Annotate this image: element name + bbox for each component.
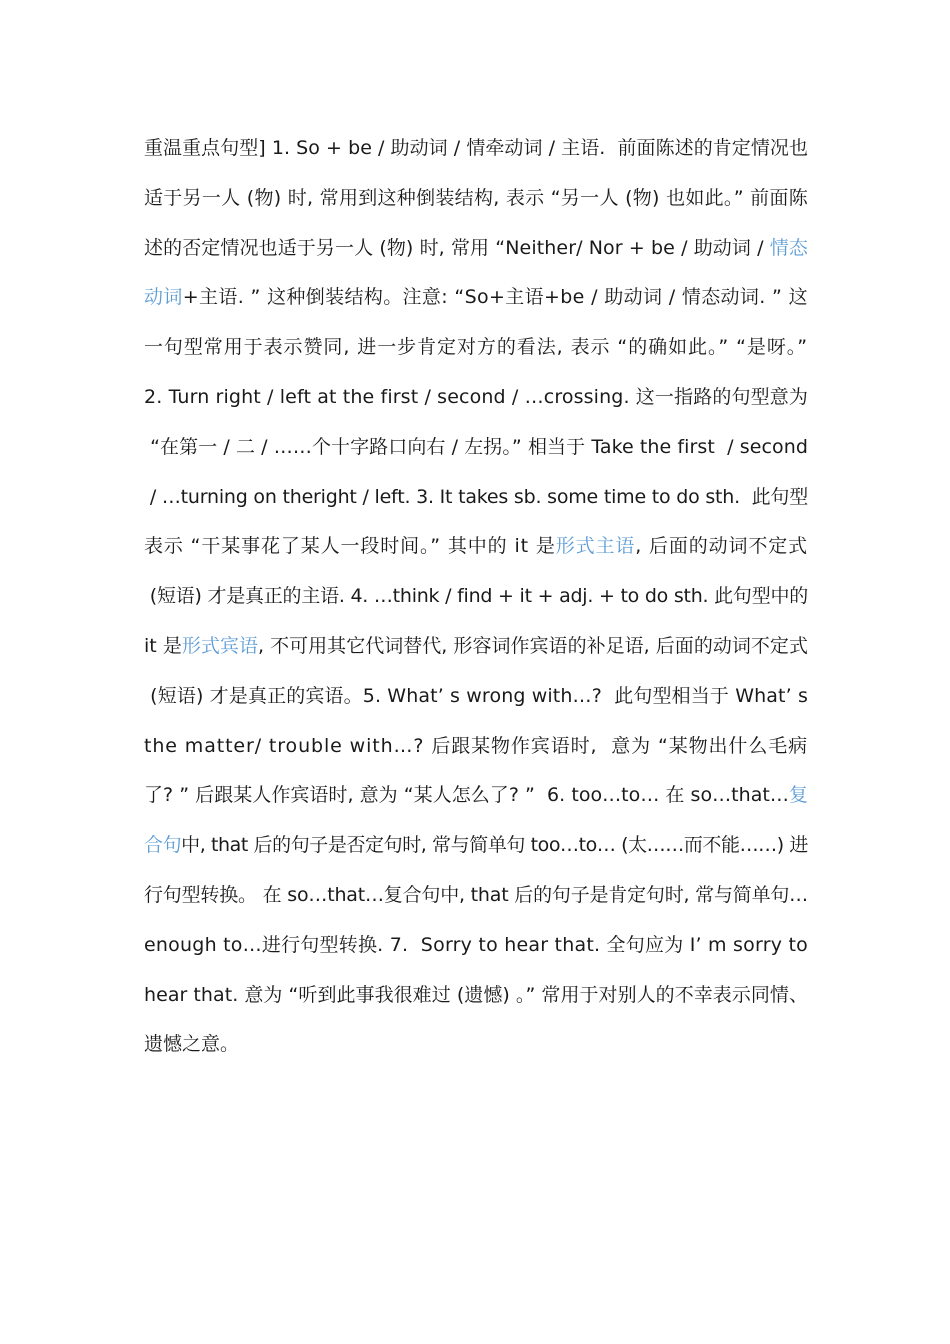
text-segment: 2. Turn right / left at the first / second / …crossing. 这一指路的句型意为 [144,385,808,408]
keyword-link[interactable]: 动词 [144,286,183,309]
text-line [144,871,808,921]
text-segment: , 后面的动词不定式 [635,535,808,558]
text-segment: the matter/ trouble with…? 后跟某物作宾语时, 意为 “某物出什么毛病 [144,734,808,757]
keyword-link[interactable]: 合句 [144,834,182,857]
text-line [144,522,808,572]
text-segment: +主语. ” 这种倒装结构。注意: “So+主语+be / 助动词 / 情态动词. ” 这 [182,286,808,309]
text-segment: (短语) 才是真正的主语. 4. …think / find + it + adj. + to do sth. 此句型中的 [144,585,808,608]
text-line [144,124,808,174]
text-segment: hear that. 意为 “听到此事我很难过 (遗憾) 。” 常用于对别人的不幸表示同情、 [144,983,808,1006]
text-segment: enough to…进行句型转换. 7. Sorry to hear that. 全句应为 I’ m sorry to [144,933,808,956]
text-segment: / …turning on theright / left. 3. It takes sb. some time to do sth. 此句型 [144,485,808,508]
text-line [144,174,808,224]
text-line [144,921,808,971]
text-segment: 适于另一人 (物) 时, 常用到这种倒装结构, 表示 “另一人 (物) 也如此。” 前面陈 [144,186,808,209]
text-segment: “在第一 / 二 / ……个十字路口向右 / 左拐。” 相当于 Take the first / second [144,435,808,458]
text-segment: it 是 [144,634,182,657]
text-segment: 一句型常用于表示赞同, 进一步肯定对方的看法, 表示 “的确如此。” “是呀。” [144,336,808,359]
text-segment: (短语) 才是真正的宾语。5. What’ s wrong with…? 此句型相当于 What’ s [144,684,808,707]
text-line [144,273,808,323]
text-line [144,971,808,1021]
text-line [144,771,808,821]
keyword-link[interactable]: 形式宾语 [181,634,258,657]
text-line [144,572,808,622]
keyword-link[interactable]: 形式主语 [555,535,636,558]
keyword-link[interactable]: 情态 [769,236,808,259]
text-segment: 行句型转换。 在 so…that…复合句中, that 后的句子是肯定句时, 常与简单句… [144,883,808,906]
text-line [144,423,808,473]
text-line [144,323,808,373]
text-segment: 述的否定情况也适于另一人 (物) 时, 常用 “Neither/ Nor + be / 助动词 / [144,236,770,259]
text-segment: 中, that 后的句子是否定句时, 常与简单句 too…to… (太……而不能……) 进 [181,834,808,857]
text-line [144,1020,808,1070]
text-segment: 遗憾之意。 [144,1033,240,1056]
body-paragraph [144,124,808,1070]
text-segment: 重温重点句型] 1. So + be / 助动词 / 情牵动词 / 主语. 前面陈述的肯定情况也 [144,137,808,159]
text-line [144,373,808,423]
text-line [144,672,808,722]
text-line [144,622,808,672]
text-segment: 表示 “干某事花了某人一段时间。” 其中的 it 是 [144,535,556,558]
keyword-link[interactable]: 复 [788,784,808,807]
text-segment: 了? ” 后跟某人作宾语时, 意为 “某人怎么了? ” 6. too…to… 在 so…that… [144,784,789,807]
text-line [144,473,808,523]
text-line [144,224,808,274]
text-line [144,821,808,871]
text-line [144,722,808,772]
text-segment: , 不可用其它代词替代, 形容词作宾语的补足语, 后面的动词不定式 [257,634,808,657]
